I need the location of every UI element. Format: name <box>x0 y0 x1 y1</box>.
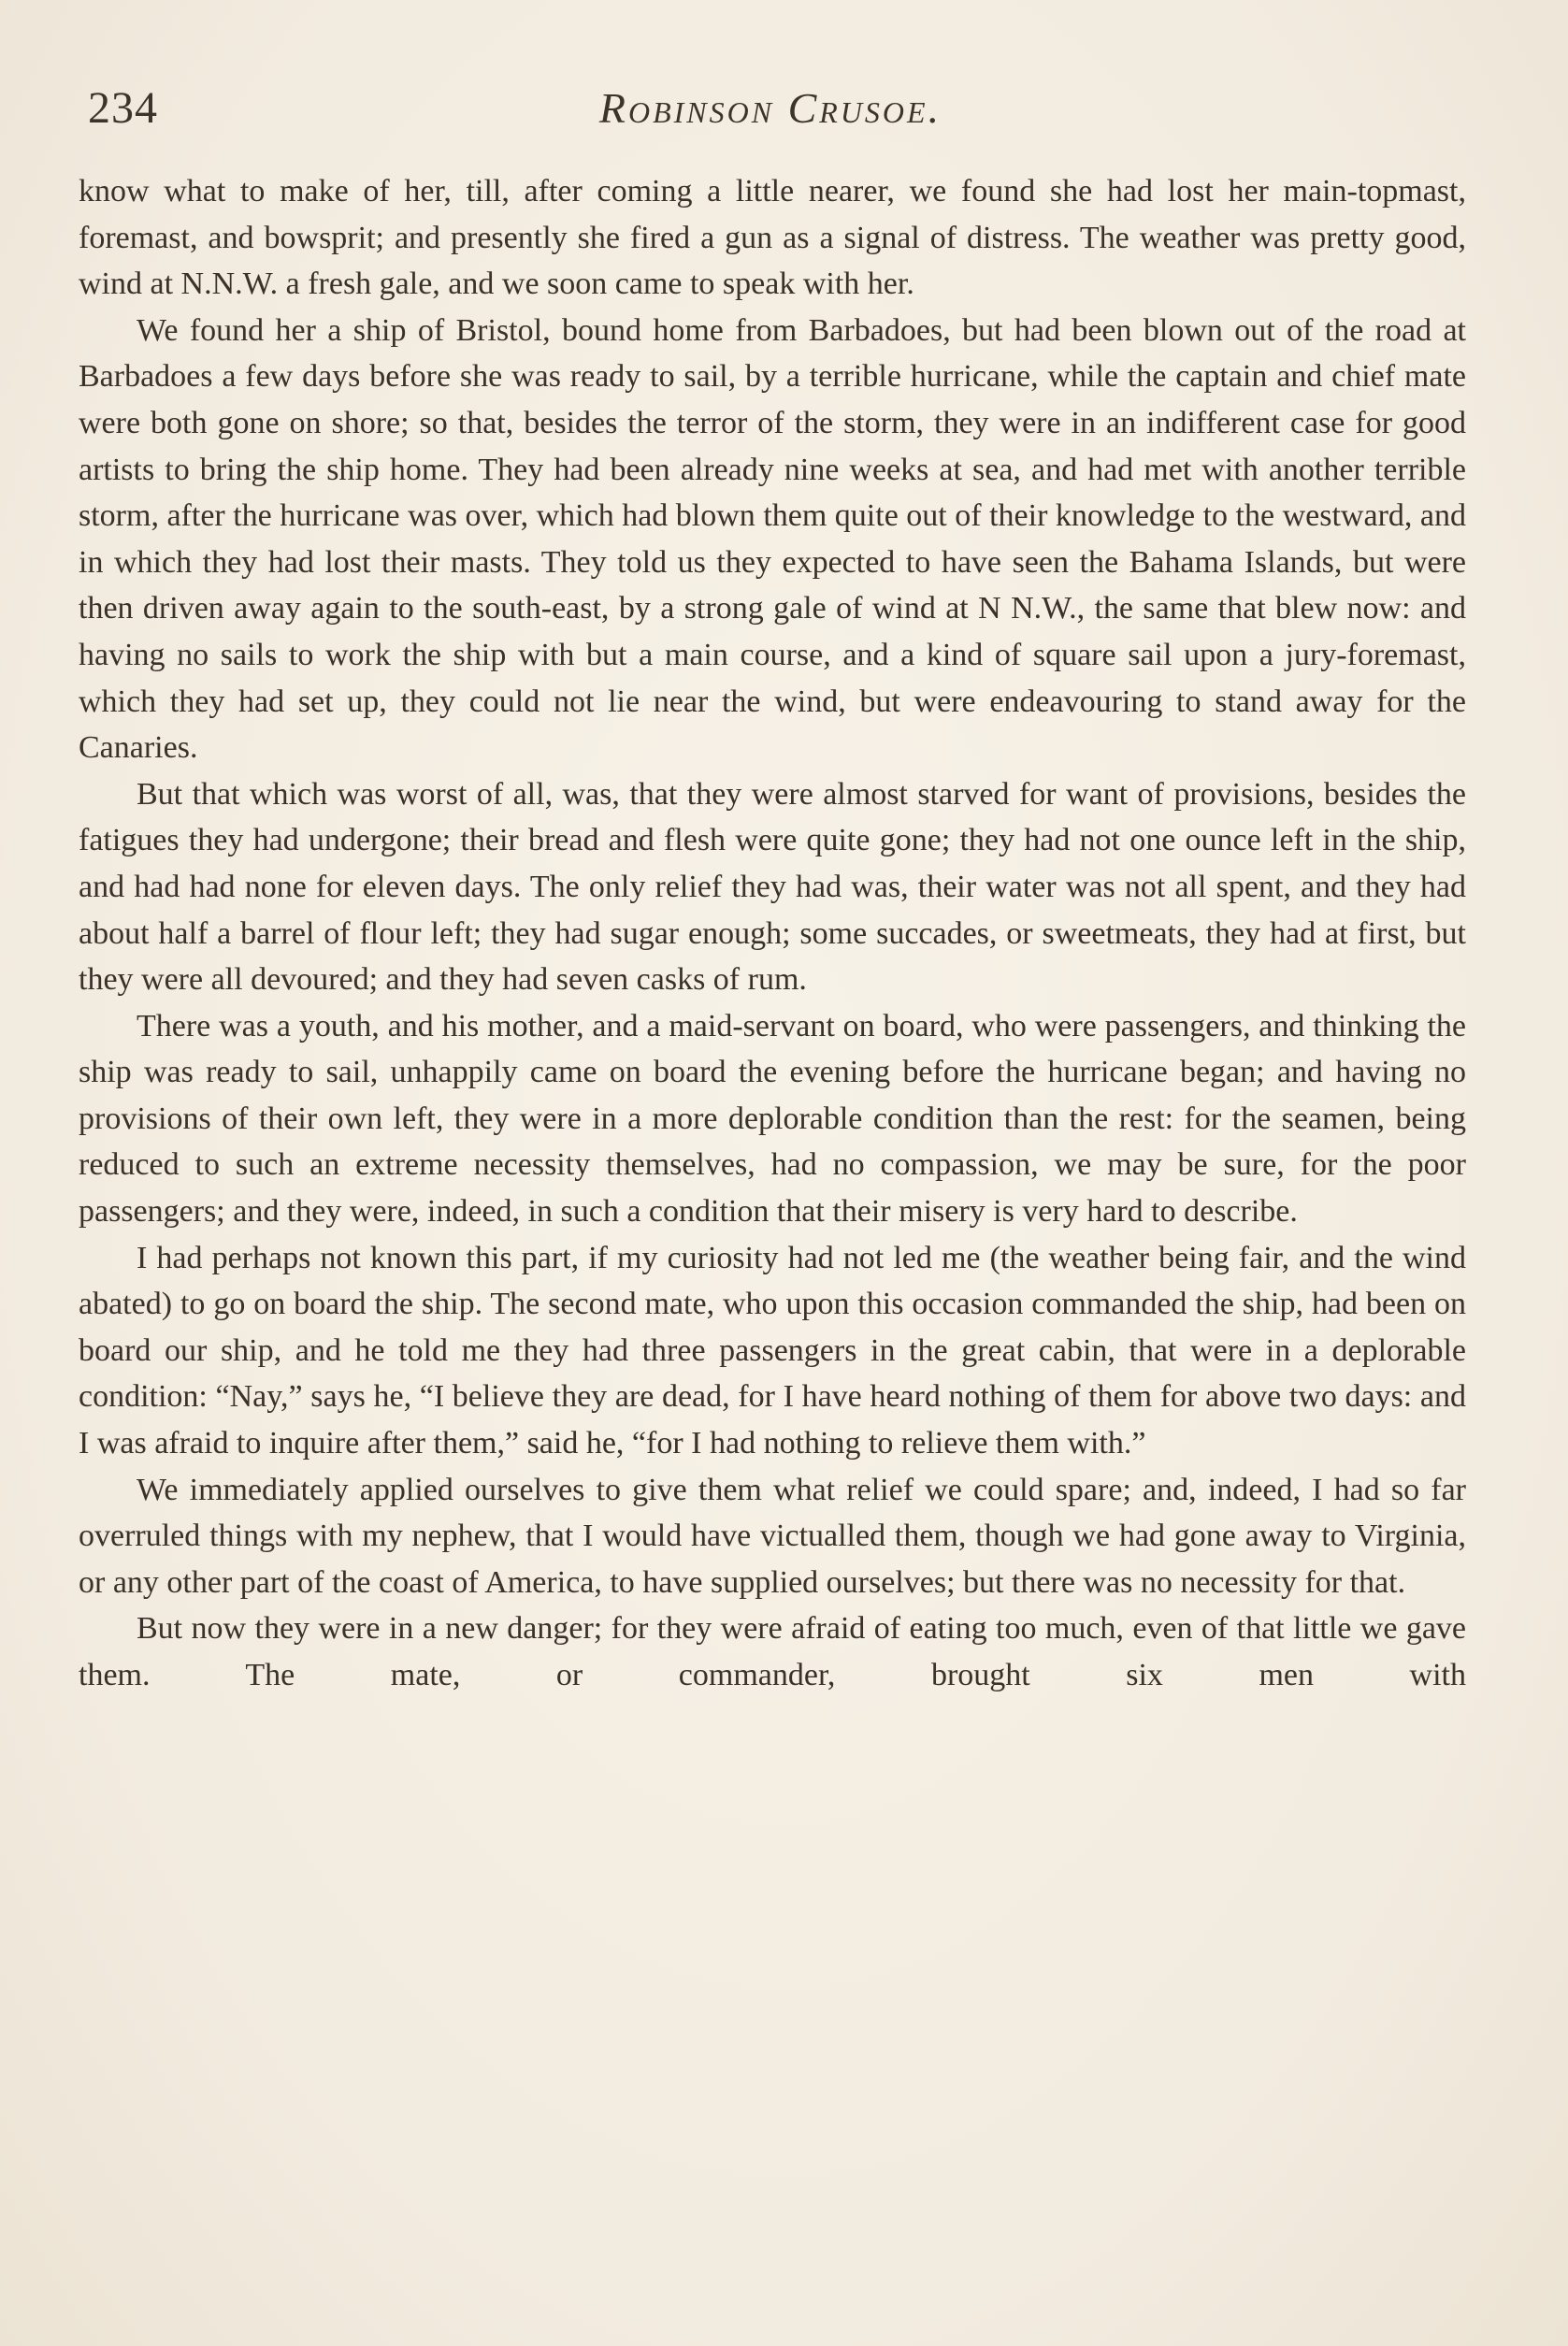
paragraph: But that which was worst of all, was, that they were almost starved for want of provisions, besides the fatigues they had undergone; their bread and flesh were quite gone; they had not one ounce left in the ship, and had had none for eleven days. The only relief they had was, their water was not all spent, and they had about half a barrel of flour left; they had sugar enough; some succades, or sweetmeats, they had at first, but they were all devoured; and they had seven casks of rum. <box>79 776 1466 998</box>
page-number: 234 <box>88 83 158 133</box>
page-header <box>79 80 1462 146</box>
paragraph: There was a youth, and his mother, and a maid-servant on board, who were passengers, and thinking the ship was ready to sail, unhappily came on board the evening before the hurricane began; and having no provisions of their own left, they were in a more deplorable condition than the rest: for the seamen, being reduced to such an extreme necessity themselves, had no compassion, we may be sure, for the poor passengers; and they were, indeed, in such a condition that their misery is very hard to describe. <box>79 1008 1466 1230</box>
paragraph: I had perhaps not known this part, if my curiosity had not led me (the weather being fair, and the wind abated) to go on board the ship. The second mate, who upon this occasion commanded the ship, had been on board our ship, and he told me they had three passengers in the great cabin, that were in a deplorable condition: “Nay,” says he, “I believe they are dead, for I have heard nothing of them for above two days: and I was afraid to inquire after them,” said he, “for I had nothing to relieve them with.” <box>79 1240 1466 1461</box>
paragraph: We immediately applied ourselves to give them what relief we could spare; and, indeed, I had so far overruled things with my nephew, that I would have victualled them, though we had gone away to Virginia, or any other part of the coast of America, to have supplied ourselves; but there was no necessity for that. <box>79 1472 1466 1600</box>
body-text <box>79 168 1466 1699</box>
paragraph: But now they were in a new danger; for they were afraid of eating too much, even of that little we gave them. The mate, or commander, brought six men with <box>79 1611 1466 1692</box>
running-title: Robinson Crusoe. <box>598 84 942 132</box>
paragraph: We found her a ship of Bristol, bound home from Barbadoes, but had been blown out of the road at Barbadoes a few days before she was ready to sail, by a terrible hurricane, while the captain and chief mate were both gone on shore; so that, besides the terror of the storm, they were in an indifferent case for good artists to bring the ship home. They had been already nine weeks at sea, and had met with another terrible storm, after the hurricane was over, which had blown them quite out of their knowledge to the westward, and in which they had lost their masts. They told us they expected to have seen the Bahama Islands, but were then driven away again to the south-east, by a strong gale of wind at N N.W., the same that blew now: and having no sails to work the ship with but a main course, and a kind of square sail upon a jury-foremast, which they had set up, they could not lie near the wind, but were endeavouring to stand away for the Canaries. <box>79 312 1466 766</box>
paragraph-continuation: know what to make of her, till, after coming a little nearer, we found she had lost her main-topmast, foremast, and bowsprit; and presently she fired a gun as a signal of distress. The weather was pretty good, wind at N.N.W. a fresh gale, and we soon came to speak with her. <box>79 174 1466 302</box>
